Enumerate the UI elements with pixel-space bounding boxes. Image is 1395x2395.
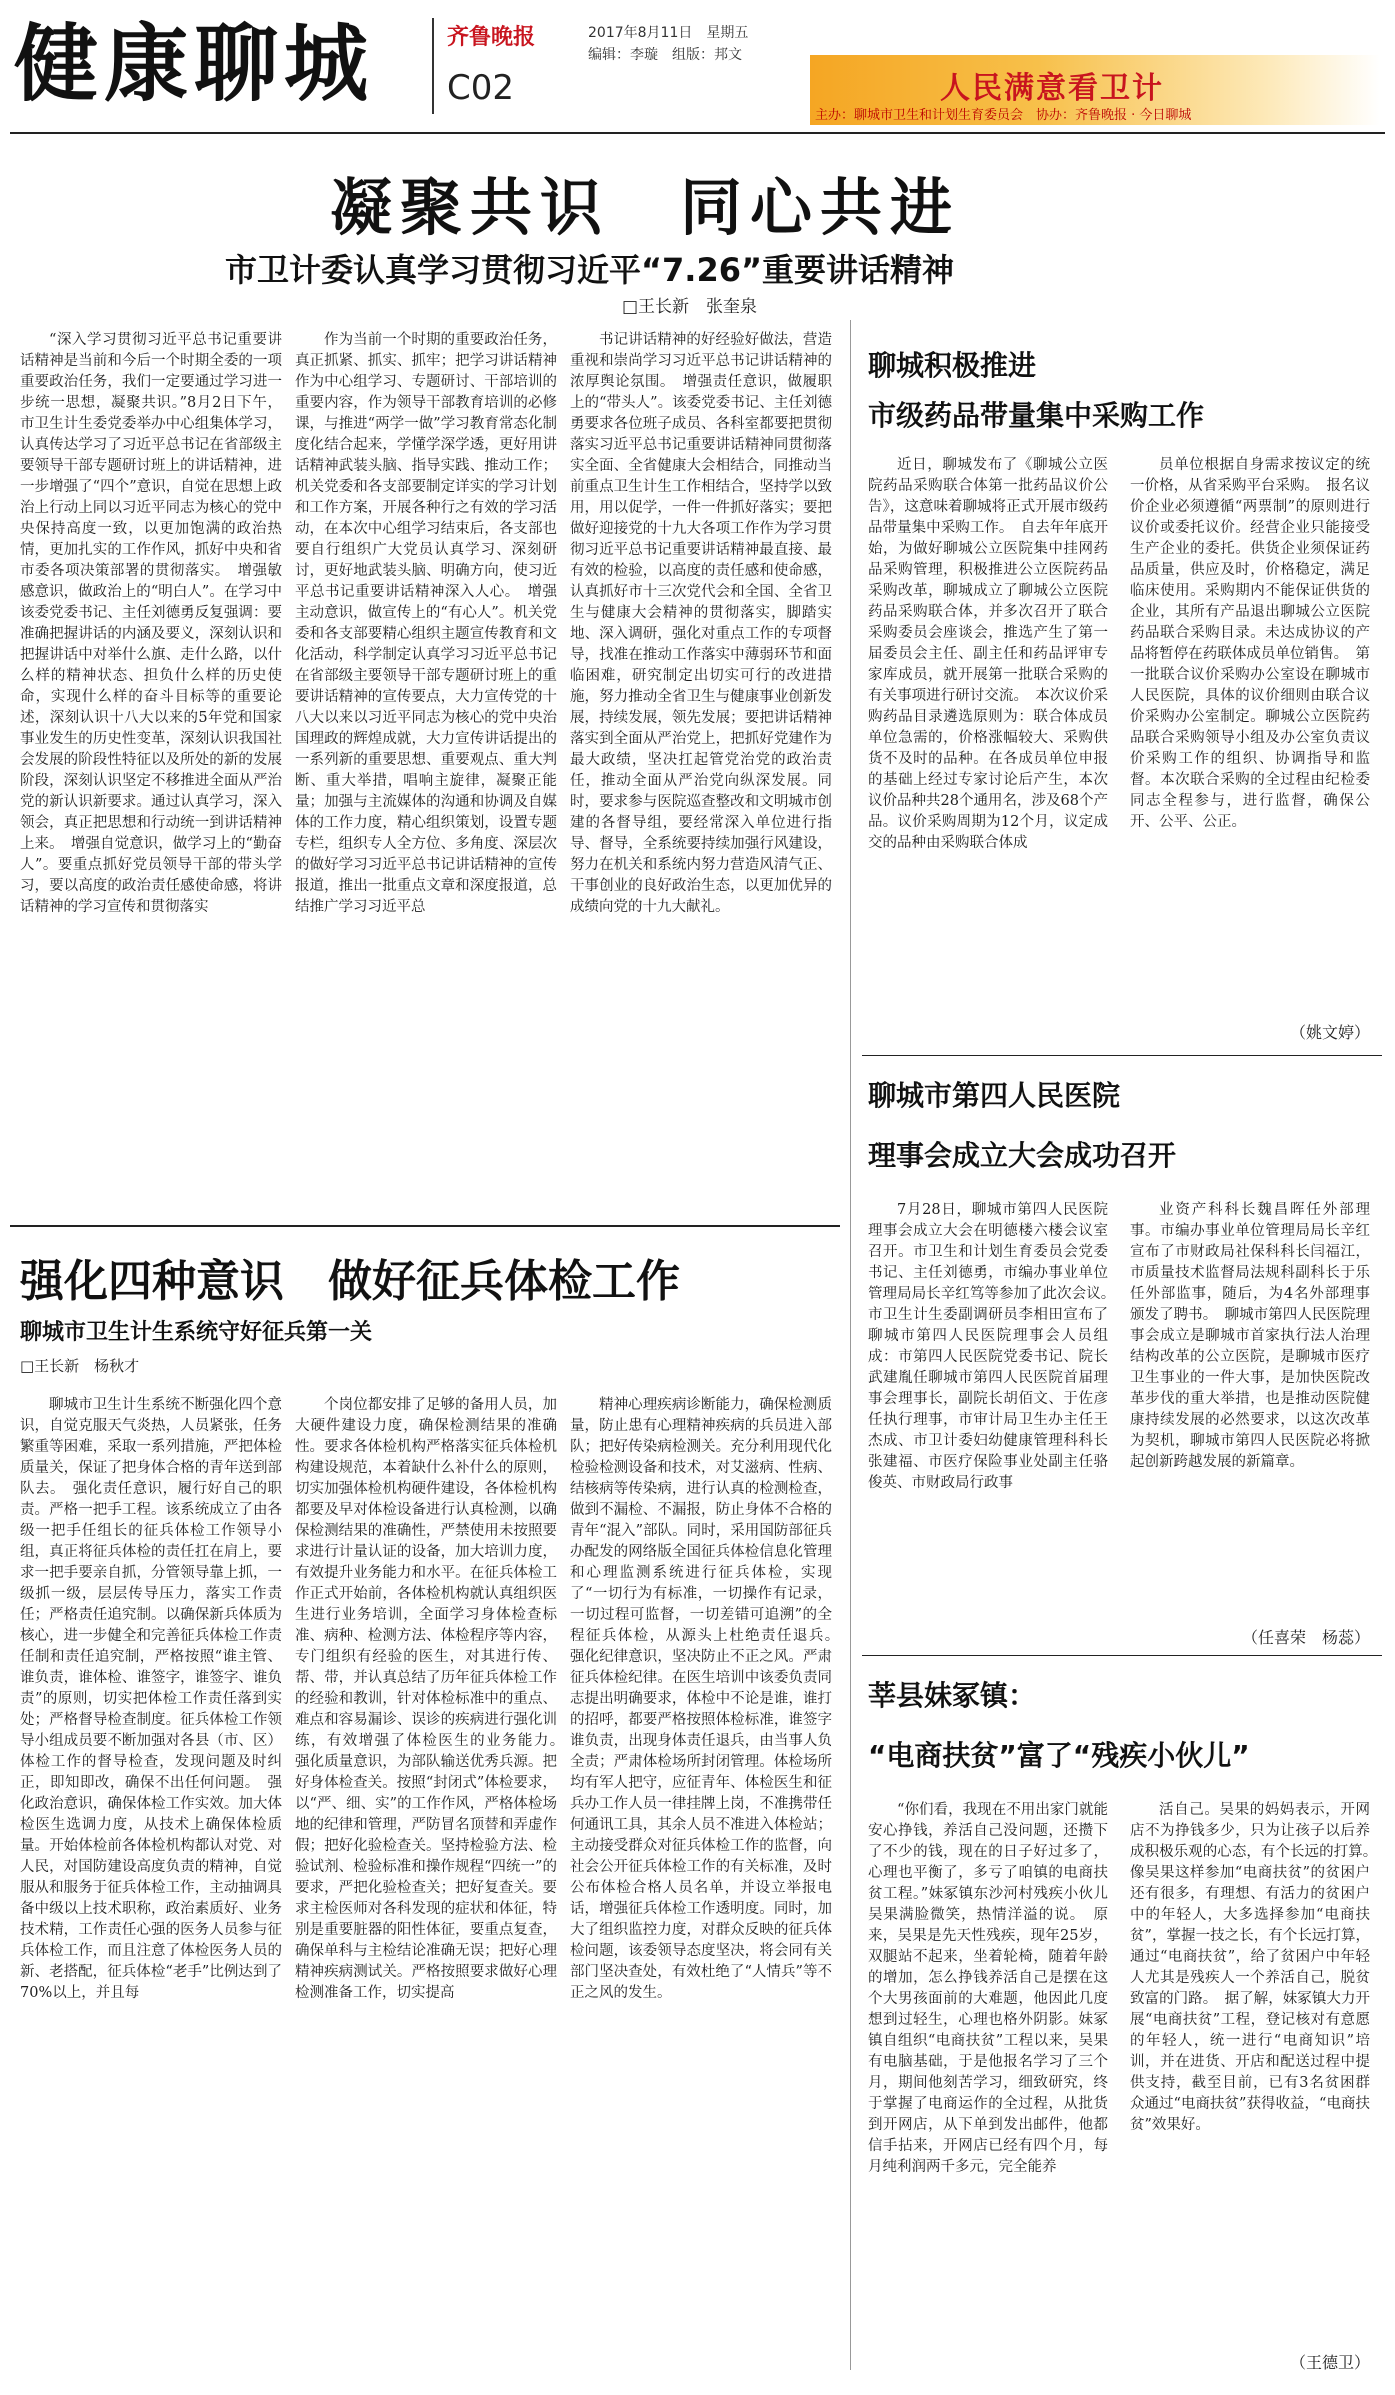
drugs-credit: （姚文婷） [1289, 1023, 1370, 1042]
ecommerce-column-1 [868, 1800, 1108, 2375]
drugs-col1-text: 近日，聊城发布了《聊城公立医院药品采购联合体第一批药品议价公告》，这意味着聊城将正式开展市级药品带量集中采购工作。 自去年年底开始，为做好聊城公立医院集中挂网药品采购管理，积极推进公立医院药品采购改革，聊城成立了聊城公立医院药品采购联合体，并多次召开了联合采购委员会座谈会，推选产生了第一届委员会主任、副主任和药品评审专家库成员，就开展第一批联合采购的有关事项进行研讨交流。 本次议价采购药品目录遴选原则为：联合体成员单位急需的，价格涨幅较大、采购供货不及时的品种。在各成员单位申报的基础上经过专家讨论后产生，本次议价品种共28个通用名，涉及68个产品。议价采购周期为12个月，议定成交的品种由采购联合体成 [868, 457, 1108, 851]
drugs-column-1 [868, 455, 1108, 1035]
masthead-divider [432, 18, 434, 114]
lead-column-2 [295, 330, 557, 1210]
drugs-title-2: 市级药品带量集中采购工作 [868, 399, 1205, 432]
masthead-meta [588, 22, 748, 66]
conscription-column-2 [295, 1395, 572, 2375]
lead-column-1 [20, 330, 282, 1210]
column-divider [850, 320, 851, 2370]
hospital-credit: （任喜荣 杨蕊） [1241, 1628, 1370, 1647]
hospital-col1-text: 7月28日，聊城市第四人民医院理事会成立大会在明德楼六楼会议室召开。市卫生和计划生育委员会党委书记、主任刘德勇，市编办事业单位管理局局长辛红笃等参加了此次会议。 市卫生计生委副调研员李相田宣布了聊城市第四人民医院理事会人员组成：市第四人民医院党委书记、院长武建胤任聊城市第四人民医院首届理事会理事长，副院长胡佰文、于佐彦任执行理事，市审计局卫生办主任王杰成、市卫计委妇幼健康管理科科长张建福、市医疗保险事业处副主任骆俊英、市财政局行政事 [868, 1202, 1123, 1491]
hospital-col2-text: 业资产科科长魏昌晖任外部理事。市编办事业单位管理局局长辛红宣布了市财政局社保科科长闫福江，市质量技术监督局法规科副科长于乐任外部监事，随后，为4名外部理事颁发了聘书。 聊城市第四人民医院理事会成立是聊城市首家执行法人治理结构改革的公立医院，是聊城市医疗卫生事业的一件大事，是加快医院改革步伐的重大举措，也是推动医院健康持续发展的必然要求，以这次改革为契机，聊城市第四人民医院必将掀起创新跨越发展的新篇章。 [1130, 1202, 1370, 1470]
ecommerce-title-2: “电商扶贫”富了“残疾小伙儿” [868, 1739, 1250, 1772]
ecommerce-col1-text: “你们看，我现在不用出家门就能安心挣钱，养活自己没问题，还攒下了不少的钱，现在的日子好过多了，心理也平衡了，多亏了咱镇的电商扶贫工程。”妹冢镇东沙河村残疾小伙儿吴果满脸微笑，热情洋溢的说。 原来，吴果是先天性残疾，现年25岁，双腿站不起来，坐着轮椅，随着年龄的增加，怎么挣钱养活自己是摆在这个大男孩面前的大难题，他因此几度想到过轻生，心理也格外阴影。妹冢镇自组织“电商扶贫”工程以来，吴果有电脑基础，于是他报名学习了三个月，期间他刻苦学习，细致研究，终于掌握了电商运作的全过程，从批货到开网店，从下单到发出邮件，他都信手拈来，开网店已经有四个月，每月纯利润两千多元，完全能养 [868, 1802, 1108, 2175]
conscription-col3-text: 精神心理疾病诊断能力，确保检测质量，防止患有心理精神疾病的兵员进入部队；把好传染病检测关。充分利用现代化检验检测设备和技术，对艾滋病、性病、结核病等传染病，进行认真的检测检查，做到不漏检、不漏报，防止身体不合格的青年“混入”部队。同时，采用国防部征兵办配发的网络版全国征兵体检信息化管理和心理监测系统进行征兵体检，实现了“一切行为有标准，一切操作有记录，一切过程可监督，一切差错可追溯”的全程征兵体检，从源头上杜绝责任退兵。 强化纪律意识，坚决防止不正之风。严肃征兵体检纪律。在医生培训中该委负责同志提出明确要求，体检中不论是谁，谁打的招呼，都要严格按照体检标准，谁签字谁负责，出现身体责任退兵，由当事人负全责；严肃体检场所封闭管理。体检场所均有军人把守，应征青年、体检医生和征兵办工作人员一律挂牌上岗，不准携带任何通讯工具，其余人员不准进入体检站；主动接受群众对征兵体检工作的监督，向社会公开征兵体检工作的有关标准，及时公布体检合格人员名单，并设立举报电话，增强征兵体检工作透明度。同时，加大了组织监控力度，对群众反映的征兵体检问题，该委领导态度坚决，将会同有关部门坚决查处，有效杜绝了“人情兵”等不正之风的发生。 [570, 1397, 847, 2001]
hospital-column-2 [1130, 1200, 1370, 1620]
ecommerce-title-1: 莘县妹冢镇： [868, 1679, 1037, 1712]
lead-col3-text: 书记讲话精神的好经验好做法，营造重视和崇尚学习习近平总书记讲话精神的浓厚舆论氛围。 增强责任意识，做履职上的“带头人”。该委党委书记、主任刘德勇要求各位班子成员、各科室都要把贯彻落实习近平总书记重要讲话精神同贯彻落实全面、全省健康大会相结合，同推动当前重点卫生计生工作相结合，坚持学以致用，用以促学，一件一件抓好落实；要把做好迎接党的十九大各项工作作为学习贯彻习近平总书记重要讲话精神最直接、最有效的检验，以高度的责任感和使命感，认真抓好市十三次党代会和全国、全省卫生与健康大会精神的贯彻落实，脚踏实地、深入调研，强化对重点工作的专项督导，找准在推动工作落实中薄弱环节和面临困难，研究制定出切实可行的改进措施，努力推动全省卫生与健康事业创新发展，持续发展，领先发展；要把讲话精神落实到全面从严治党上，把抓好党建作为最大政绩，坚决扛起管党治党的政治责任，推动全面从严治党向纵深发展。同时，要求参与医院巡查整改和文明城市创建的各督导组，要经常深入单位进行指导、督导，全系统要持续加强行风建设，努力在机关和系统内努力营造风清气正、干事创业的良好政治生态，以更加优异的成绩向党的十九大献礼。 [570, 332, 832, 915]
hospital-title-1: 聊城市第四人民医院 [868, 1079, 1121, 1112]
hospital-title-2: 理事会成立大会成功召开 [868, 1139, 1177, 1172]
sidebar-rule-2 [862, 1655, 1382, 1656]
lead-subheadline: 市卫计委认真学习贯彻习近平“7.26”重要讲话精神 [225, 251, 955, 289]
drugs-col2-text: 员单位根据自身需求按议定的统一价格，从省采购平台采购。 报名议价企业必须遵循“两票制”的原则进行议价或委托议价。经营企业只能接受生产企业的委托。供货企业须保证药品质量，供应及时，价格稳定，满足临床使用。采购期内不能保证供货的企业，其所有产品退出聊城公立医院药品联合采购目录。未达成协议的产品将暂停在药联体成员单位销售。 第一批联合议价采购办公室设在聊城市人民医院，具体的议价细则由联合议价采购办公室制定。聊城公立医院药品联合采购领导小组及办公室负责议价采购工作的组织、协调指导和监督。本次联合采购的全过程由纪检委同志全程参与，进行监督，确保公开、公平、公正。 [1130, 457, 1370, 830]
banner-sponsor: 主办：聊城市卫生和计划生育委员会 协办：齐鲁晚报 · 今日聊城 [815, 108, 1192, 123]
conscription-col1-text: 聊城市卫生计生系统不断强化四个意识，自觉克服天气炎热，人员紧张，任务繁重等困难，采取一系列措施，严把体检质量关，保证了把身体合格的青年送到部队去。 强化责任意识，履行好自己的职责。严格一把手工程。该系统成立了由各级一把手任组长的征兵体检工作领导小组，真正将征兵体检的责任扛在肩上，要求一把手要亲自抓，分管领导靠上抓，一级抓一级，层层传导压力，落实工作责任；严格责任追究制。以确保新兵体质为核心，进一步健全和完善征兵体检工作责任制和责任追究制，严格按照“谁主管、谁负责，谁体检、谁签字，谁签字、谁负责”的原则，切实把体检工作责任落到实处；严格督导检查制度。征兵体检工作领导小组成员要不断加强对各县（市、区）体检工作的督导检查，发现问题及时纠正，即知即改，确保不出任何问题。 强化政治意识，确保体检工作实效。加大体检医生选调力度，从技术上确保体检质量。开始体检前各体检机构都认对党、对人民，对国防建设高度负责的精神，自觉服从和服务于征兵体检工作，主动抽调具备中级以上技术职称，政治素质好、业务技术精，工作责任心强的医务人员参与征兵体检工作，而且注意了体检医务人员的新、老搭配，征兵体检“老手”比例达到了70%以上，并且每 [20, 1397, 282, 2001]
conscription-byline: □王长新 杨秋才 [20, 1357, 140, 1375]
conscription-column-3 [570, 1395, 847, 2375]
masthead-rule [10, 132, 1385, 134]
ecommerce-column-2 [1130, 1800, 1385, 2345]
ecommerce-col2-text: 活自己。吴果的妈妈表示，开网店不为挣钱多少，只为让孩子以后养成积极乐观的心态，有个长远的打算。 像吴果这样参加“电商扶贫”的贫困户还有很多，有理想、有活力的贫困户中的年轻人，大多选择参加“电商扶贫”，掌握一技之长，有个长远打算，通过“电商扶贫”，给了贫困户中年轻人尤其是残疾人一个养活自己，脱贫致富的门路。 据了解，妹冢镇大力开展“电商扶贫”工程，登记核对有意愿的年轻人，统一进行“电商知识”培训，并在进货、开店和配送过程中提供支持，截至目前，已有3名贫困群众通过“电商扶贫”获得收益，“电商扶贫”效果好。 [1130, 1802, 1385, 2133]
newspaper-logo: 齐鲁晚报 [447, 24, 536, 50]
drugs-title-1: 聊城积极推进 [868, 349, 1037, 382]
conscription-col2-text: 个岗位都安排了足够的备用人员，加大硬件建设力度，确保检测结果的准确性。要求各体检机构严格落实征兵体检机构建设规范，本着缺什么补什么的原则，切实加强体检机构硬件建设，各体检机构都要及早对体检设备进行认真检测，以确保检测结果的准确性，严禁使用未按照要求进行计量认证的设备，加大培训力度，有效提升业务能力和水平。在征兵体检工作正式开始前，各体检机构就认真组织医生进行业务培训，全面学习身体检查标准、病种、检测方法、体检程序等内容，专门组织有经验的医生，对其进行传、帮、带，并认真总结了历年征兵体检工作的经验和教训，针对体检标准中的重点、难点和容易漏诊、误诊的疾病进行强化训练，有效增强了体检医生的业务能力。 强化质量意识，为部队输送优秀兵源。把好身体检查关。按照“封闭式”体检要求，以“严、细、实”的工作作风，严格体检场地的纪律和管理，严防冒名顶替和弄虚作假；把好化验检查关。坚持检验方法、检验试剂、检验标准和操作规程“四统一”的要求，严把化验检查关；把好复查关。要求主检医师对各科发现的症状和体征，特别是重要脏器的阳性体征，要重点复查，确保单科与主检结论准确无误；把好心理精神疾病测试关。严格按照要求做好心理检测准备工作，切实提高 [295, 1397, 572, 2001]
lead-col1-text: “深入学习贯彻习近平总书记重要讲话精神是当前和今后一个时期全委的一项重要政治任务，我们一定要通过学习进一步统一思想，凝聚共识。”8月2日下午，市卫生计生委党委举办中心组集体学习，认真传达学习了习近平总书记在省部级主要领导干部专题研讨班上的讲话精神，进一步增强了“四个”意识，自觉在思想上政治上行动上同以习近平同志为核心的党中央保持高度一致，以更加饱满的政治热情，更加扎实的工作作风，抓好中央和省市委各项决策部署的贯彻落实。 增强敏感意识，做政治上的“明白人”。在学习中该委党委书记、主任刘德勇反复强调：要准确把握讲话的内涵及要义，深刻认识和把握讲话中对举什么旗、走什么路，以什么样的精神状态、担负什么样的历史使命，实现什么样的奋斗目标等的重要论述，深刻认识十八大以来的5年党和国家事业发生的历史性变革，深刻认识我国社会发展的阶段性特征以及所处的新的发展阶段，深刻认识坚定不移推进全面从严治党的新认识新要求。通过认真学习，深入领会，真正把思想和行动统一到讲话精神上来。 增强自觉意识，做学习上的“勤奋人”。要重点抓好党员领导干部的带头学习，要以高度的政治责任感使命感，将讲话精神的学习宣传和贯彻落实 [20, 332, 282, 915]
section-title: 健康聊城 [14, 15, 375, 113]
section-rule [10, 1225, 840, 1227]
banner-title: 人民满意看卫计 [940, 71, 1164, 106]
ecommerce-credit: （王德卫） [1289, 2353, 1370, 2372]
sidebar-rule-1 [862, 1055, 1382, 1056]
editors: 编辑：李璇 组版：邦文 [588, 47, 742, 63]
conscription-column-1 [20, 1395, 282, 2375]
drugs-column-2 [1130, 455, 1370, 1015]
lead-column-3 [570, 330, 832, 1210]
lead-byline: □王长新 张奎泉 [622, 297, 758, 317]
page-code: C02 [447, 68, 515, 108]
conscription-subheadline: 聊城市卫生计生系统守好征兵第一关 [20, 1320, 373, 1345]
hospital-column-1 [868, 1200, 1123, 1640]
conscription-headline: 强化四种意识 做好征兵体检工作 [20, 1256, 680, 1307]
issue-date: 2017年8月11日 星期五 [588, 25, 749, 41]
lead-headline: 凝聚共识 同心共进 [330, 171, 961, 244]
lead-col2-text: 作为当前一个时期的重要政治任务，真正抓紧、抓实、抓牢；把学习讲话精神作为中心组学习、专题研讨、干部培训的重要内容，作为领导干部教育培训的必修课，与推进“两学一做”学习教育常态化制度化结合起来，学懂学深学透，更好用讲话精神武装头脑、指导实践、推动工作；机关党委和各支部要制定详实的学习计划和工作方案，开展各种行之有效的学习活动，在本次中心组学习结束后，各支部也要自行组织广大党员认真学习、深刻研讨，更好地武装头脑、明确方向，使习近平总书记重要讲话精神深入人心。 增强主动意识，做宣传上的“有心人”。机关党委和各支部要精心组织主题宣传教育和文化活动，科学制定认真学习习近平总书记在省部级主要领导干部专题研讨班上的重要讲话精神的宣传要点，大力宣传党的十八大以来以习近平同志为核心的党中央治国理政的辉煌成就，大力宣传讲话提出的一系列新的重要思想、重要观点、重大判断、重大举措，唱响主旋律，凝聚正能量；加强与主流媒体的沟通和协调及自媒体的工作力度，精心组织策划，设置专题专栏，组织专人全方位、多角度、深层次的做好学习习近平总书记讲话精神的宣传报道，推出一批重点文章和深度报道，总结推广学习习近平总 [295, 332, 557, 915]
